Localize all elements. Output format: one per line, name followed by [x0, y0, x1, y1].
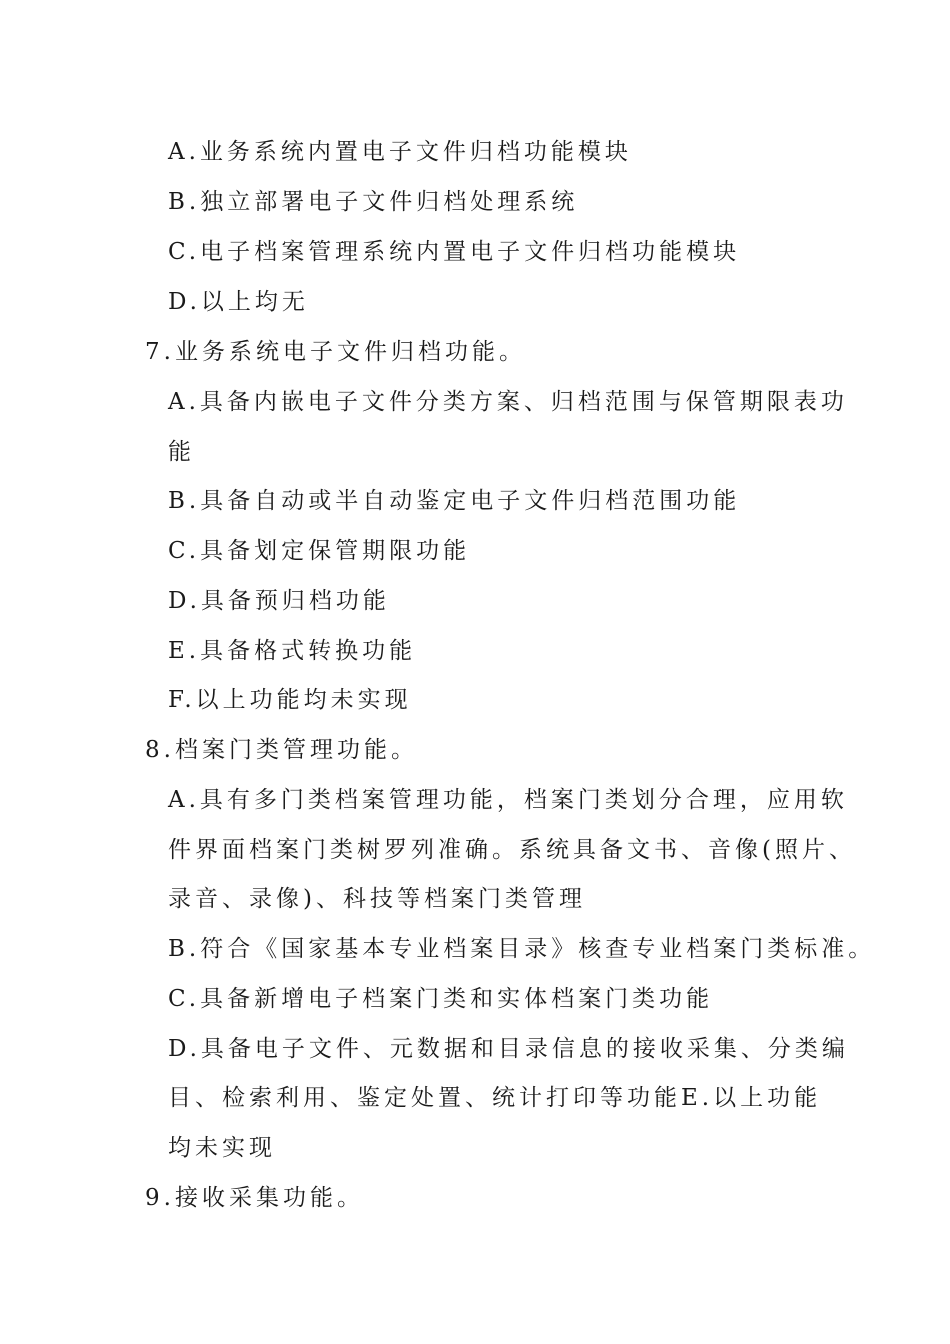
option-line: C.具备新增电子档案门类和实体档案门类功能 [168, 986, 714, 1012]
option-line: E.具备格式转换功能 [168, 638, 417, 664]
option-line: C.电子档案管理系统内置电子文件归档功能模块 [168, 239, 741, 265]
option-line: 目、检索利用、鉴定处置、统计打印等功能E.以上功能 [168, 1085, 822, 1111]
option-line: D.具备电子文件、元数据和目录信息的接收采集、分类编 [168, 1036, 849, 1062]
option-line: B.独立部署电子文件归档处理系统 [168, 189, 579, 215]
option-line: F.以上功能均未实现 [168, 687, 412, 713]
option-line: 录音、录像)、科技等档案门类管理 [168, 886, 586, 912]
option-line: D.具备预归档功能 [168, 588, 390, 614]
option-line: B.具备自动或半自动鉴定电子文件归档范围功能 [168, 488, 741, 514]
question-line: 8.档案门类管理功能。 [145, 737, 418, 763]
option-line: D.以上均无 [168, 289, 309, 315]
option-line: A.具有多门类档案管理功能，档案门类划分合理，应用软 [168, 787, 848, 813]
option-line: 能 [168, 439, 195, 465]
option-line: A.具备内嵌电子文件分类方案、归档范围与保管期限表功 [168, 389, 848, 415]
question-line: 7.业务系统电子文件归档功能。 [145, 339, 526, 365]
option-line: 均未实现 [168, 1135, 276, 1161]
option-line: B.符合《国家基本专业档案目录》核查专业档案门类标准。 [168, 936, 876, 962]
option-line: C.具备划定保管期限功能 [168, 538, 471, 564]
option-line: A.业务系统内置电子文件归档功能模块 [168, 139, 632, 165]
question-line: 9.接收采集功能。 [145, 1185, 364, 1211]
option-line: 件界面档案门类树罗列准确。系统具备文书、音像(照片、 [168, 837, 856, 863]
